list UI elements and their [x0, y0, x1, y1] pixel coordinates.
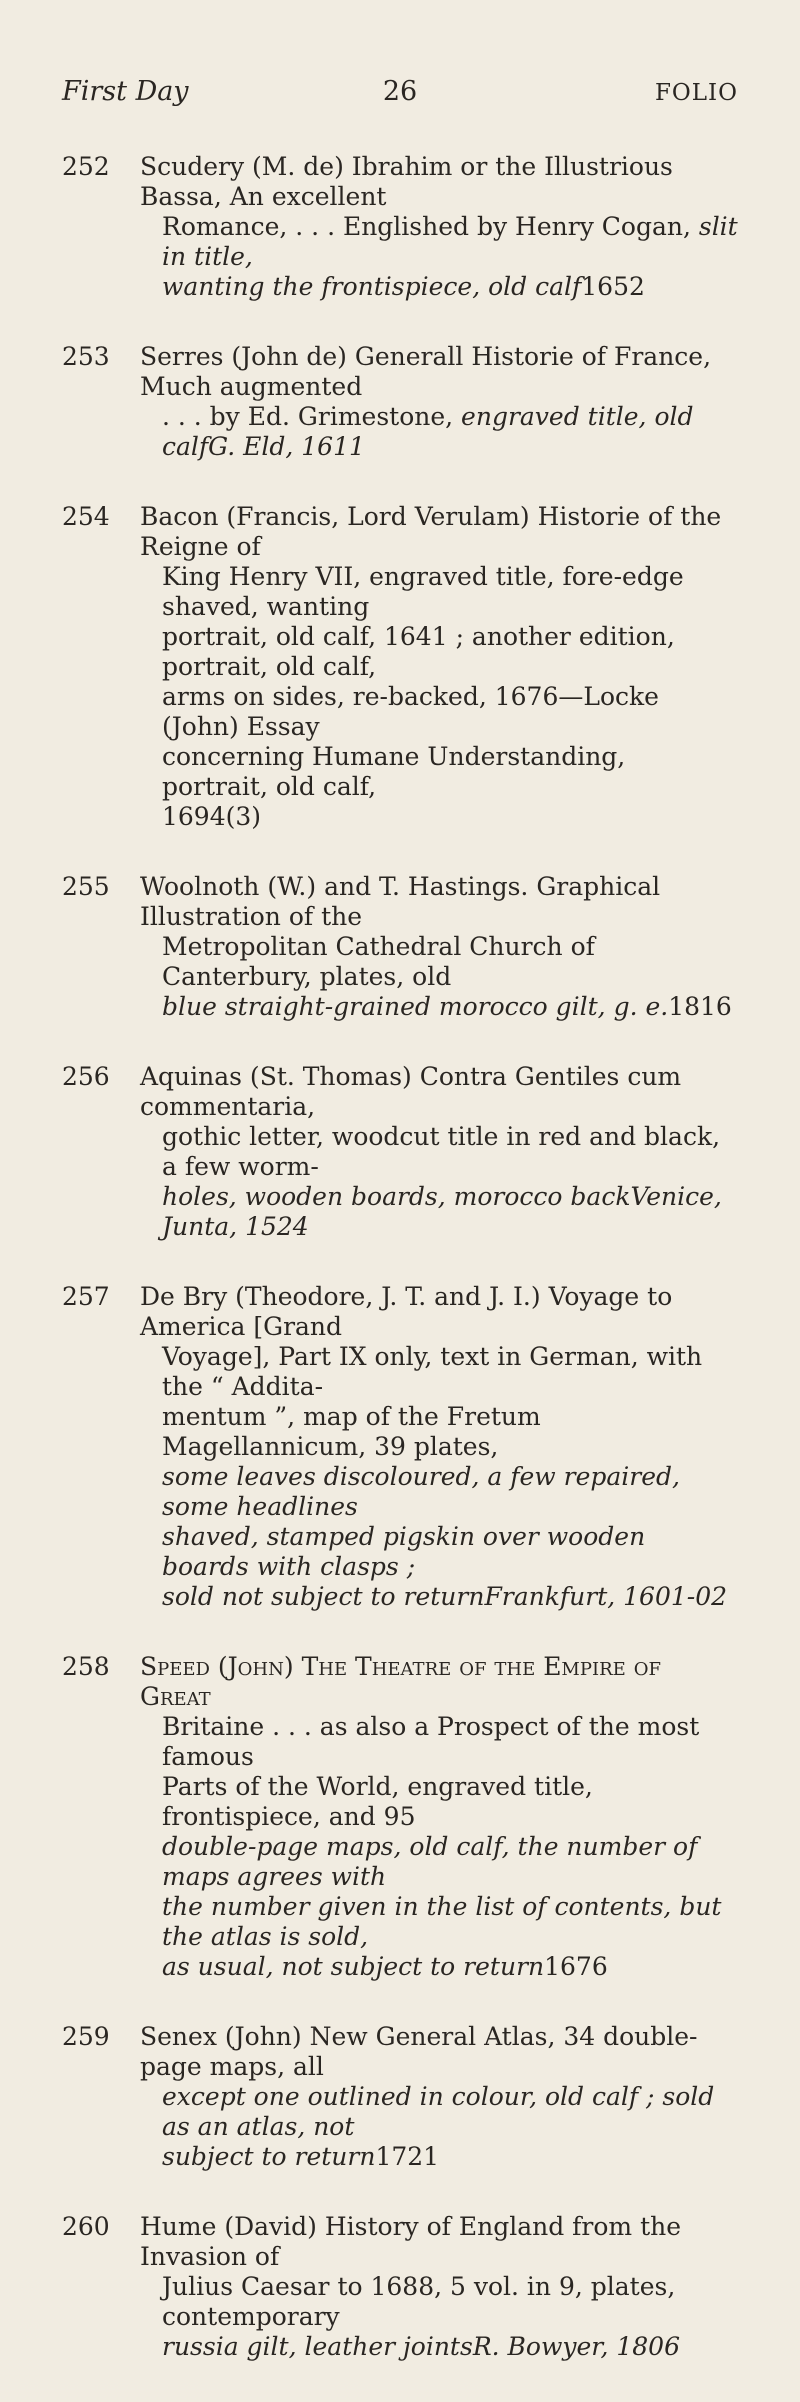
- lot-number: 253: [62, 342, 110, 371]
- lot-text: subject to return: [162, 2142, 376, 2171]
- lot-number: 252: [62, 152, 110, 181]
- page-header: [62, 76, 738, 107]
- lot-entry: [62, 2212, 738, 2362]
- lot-text: slit in title,: [162, 212, 738, 271]
- lot-line: Julius Caesar to 1688, 5 vol. in 9, plates, contemporary: [162, 2272, 676, 2331]
- lot-tail: [140, 1182, 738, 1242]
- lot-text: as usual, not subject to return: [162, 1952, 545, 1981]
- lot-tail: [140, 992, 738, 1022]
- lot-line: double-page maps, old calf, the number of maps agrees with: [162, 1832, 698, 1891]
- lot-description: [140, 2212, 738, 2362]
- lot-tail: [140, 272, 738, 302]
- lot-line: Woolnoth (W.) and T. Hastings. Graphical Illustration of the: [140, 872, 661, 931]
- lot-text: russia gilt, leather joints: [162, 2332, 473, 2361]
- lot-date: Venice, Junta, 1524: [162, 1182, 722, 1241]
- lot-description: [140, 502, 738, 832]
- lot-text: 1694: [162, 802, 226, 831]
- lot-line: portrait, old calf, 1641 ; another edition, portrait, old calf,: [162, 622, 675, 681]
- lot-number: 259: [62, 2022, 110, 2051]
- lot-date: R. Bowyer, 1806: [472, 2332, 680, 2361]
- lot-text: Romance, . . . Englished by Henry Cogan,: [162, 212, 699, 241]
- lot-line: Speed (John) The Theatre of the Empire of Great: [140, 1652, 661, 1711]
- lot-tail: [140, 1952, 738, 1982]
- lot-line: Metropolitan Cathedral Church of Canterbury, plates, old: [162, 932, 595, 991]
- lot-number: 257: [62, 1282, 110, 1311]
- lot-line: Bacon (Francis, Lord Verulam) Historie of the Reigne of: [140, 502, 722, 561]
- lot-date: 1652: [581, 272, 645, 301]
- lot-tail: [140, 402, 738, 462]
- lot-entry: [62, 502, 738, 832]
- lot-description: [140, 1282, 738, 1612]
- lot-text: engraved title, old calf: [162, 402, 694, 461]
- lot-entry: [62, 342, 738, 462]
- lot-date: 1676: [544, 1952, 608, 1981]
- lot-text: wanting the frontispiece, old calf: [162, 272, 582, 301]
- lot-description: [140, 1652, 738, 1982]
- lot-number: 258: [62, 1652, 110, 1681]
- lot-line: except one outlined in colour, old calf ; sold as an atlas, not: [162, 2082, 715, 2141]
- lot-line: shaved, stamped pigskin over wooden boards with clasps ;: [162, 1522, 646, 1581]
- lot-line: the number given in the list of contents, but the atlas is sold,: [162, 1892, 722, 1951]
- lot-description: [140, 1062, 738, 1242]
- lot-description: [140, 152, 738, 302]
- lot-description: [140, 2022, 738, 2172]
- lot-number: 260: [62, 2212, 110, 2241]
- lot-line: Aquinas (St. Thomas) Contra Gentiles cum commentaria,: [140, 1062, 682, 1121]
- lot-number: 255: [62, 872, 110, 901]
- lot-line: Scudery (M. de) Ibrahim or the Illustrious Bassa, An excellent: [140, 152, 673, 211]
- lot-line: Serres (John de) Generall Historie of France, Much augmented: [140, 342, 712, 401]
- lot-list: [62, 152, 738, 2402]
- lot-entry: [62, 872, 738, 1022]
- lot-tail: [140, 802, 738, 832]
- page-number: 26: [382, 76, 418, 107]
- lot-tail: [140, 2332, 738, 2362]
- lot-line: De Bry (Theodore, J. T. and J. I.) Voyage to America [Grand: [140, 1282, 673, 1341]
- lot-line: Parts of the World, engraved title, frontispiece, and 95: [162, 1772, 593, 1831]
- lot-description: [140, 342, 738, 462]
- lot-description: [140, 872, 738, 1022]
- lot-tail: [140, 2142, 738, 2172]
- lot-line: arms on sides, re-backed, 1676—Locke (John) Essay: [162, 682, 659, 741]
- lot-entry: [62, 152, 738, 302]
- lot-line: [140, 212, 738, 272]
- lot-line: Hume (David) History of England from the Invasion of: [140, 2212, 682, 2271]
- lot-entry: [62, 2022, 738, 2172]
- lot-date: (3): [225, 802, 262, 831]
- lot-line: some leaves discoloured, a few repaired, some headlines: [162, 1462, 680, 1521]
- lot-line: gothic letter, woodcut title in red and black, a few worm-: [162, 1122, 721, 1181]
- lot-number: 256: [62, 1062, 110, 1091]
- lot-line: Britaine . . . as also a Prospect of the most famous: [162, 1712, 700, 1771]
- lot-line: King Henry VII, engraved title, fore-edge shaved, wanting: [162, 562, 684, 621]
- lot-line: mentum ”, map of the Fretum Magellannicum, 39 plates,: [162, 1402, 541, 1461]
- lot-date: G. Eld, 1611: [208, 432, 365, 461]
- lot-date: 1816: [668, 992, 732, 1021]
- lot-tail: [140, 1582, 738, 1612]
- lot-date: Frankfurt, 1601-02: [484, 1582, 728, 1611]
- lot-text: blue straight-grained morocco gilt, g. e.: [162, 992, 669, 1021]
- lot-line: Senex (John) New General Atlas, 34 double-page maps, all: [140, 2022, 698, 2081]
- lot-number: 254: [62, 502, 110, 531]
- lot-line: Voyage], Part IX only, text in German, with the “ Addita-: [162, 1342, 703, 1401]
- lot-entry: [62, 1652, 738, 1982]
- lot-entry: [62, 1282, 738, 1612]
- header-sale-day: First Day: [62, 76, 189, 107]
- lot-text: sold not subject to return: [162, 1582, 485, 1611]
- lot-entry: [62, 1062, 738, 1242]
- header-format: FOLIO: [654, 80, 738, 106]
- lot-text: . . . by Ed. Grimestone,: [162, 402, 462, 431]
- lot-date: 1721: [375, 2142, 440, 2171]
- lot-text: holes, wooden boards, morocco back: [162, 1182, 631, 1211]
- lot-line: concerning Humane Understanding, portrait, old calf,: [162, 742, 626, 801]
